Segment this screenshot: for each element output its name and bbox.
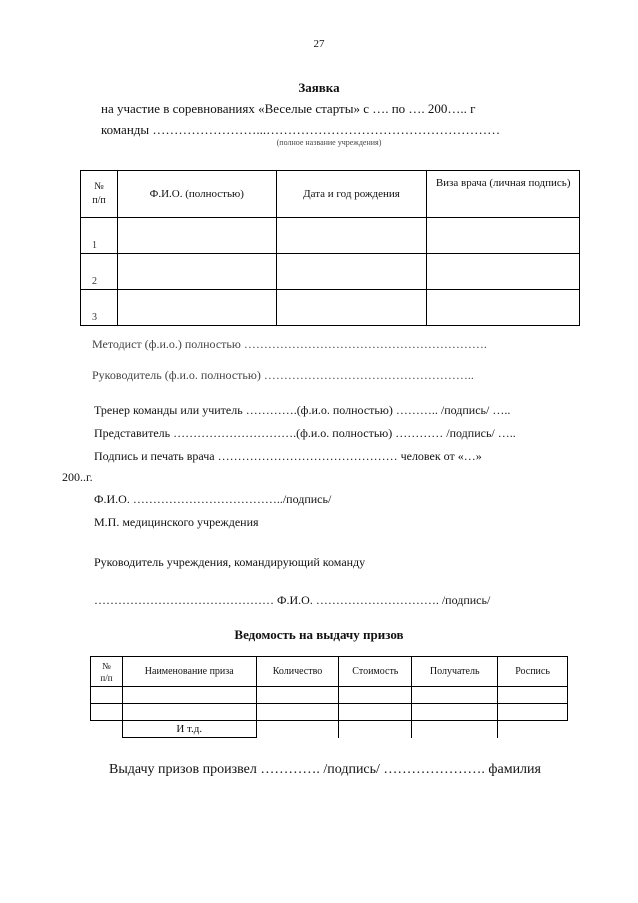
document-title: Заявка <box>298 80 340 95</box>
stamp-line: М.П. медицинского учреждения <box>94 515 259 529</box>
visa-cell <box>427 254 580 290</box>
visa-cell <box>427 218 580 254</box>
doctor-signature-line: Подпись и печать врача ……………………………………… человек от «…» <box>94 449 482 463</box>
final-signature-line: ……………………………………… Ф.И.О. …………………………. /подпись/ <box>94 593 491 607</box>
representative-line: Представитель ………………………….(ф.и.о. полностью) ………… /подпись/ ….. <box>94 426 516 440</box>
cell <box>412 687 498 704</box>
prize-column-name: Наименование приза <box>122 657 256 687</box>
table-row <box>91 687 568 704</box>
row-number: 3 <box>81 290 118 326</box>
name-cell <box>117 254 276 290</box>
table-row <box>81 218 580 254</box>
prize-sheet-title: Ведомость на выдачу призов <box>234 627 404 642</box>
header-caption: (полное название учреждения) <box>276 138 382 147</box>
column-doctor-visa: Виза врача (личная подпись) <box>427 171 580 218</box>
coach-line: Тренер команды или учитель ………….(ф.и.о. полностью) ……….. /подпись/ ….. <box>94 403 511 417</box>
prize-column-recipient: Получатель <box>412 657 498 687</box>
page-number: 27 <box>313 38 325 50</box>
cell <box>339 704 412 721</box>
birth-date-cell <box>276 290 427 326</box>
cell <box>122 704 256 721</box>
leader-line: Руководитель (ф.и.о. полностью) …………………………………………….. <box>92 368 474 382</box>
year-line: 200..г. <box>62 470 93 484</box>
birth-date-cell <box>276 254 427 290</box>
table-row <box>81 290 580 326</box>
name-cell <box>117 218 276 254</box>
column-number <box>81 171 118 218</box>
column-full-name: Ф.И.О. (полностью) <box>117 171 276 218</box>
row-number: 2 <box>81 254 118 290</box>
methodist-line: Методист (ф.и.о.) полностью ……………………………………………………. <box>92 337 487 351</box>
prize-table <box>90 656 568 738</box>
prize-column-signature: Роспись <box>498 657 568 687</box>
birth-date-cell <box>276 218 427 254</box>
cell <box>122 687 256 704</box>
cell <box>256 721 339 738</box>
cell <box>498 687 568 704</box>
prize-column-number-symbol: № <box>102 660 111 671</box>
cell <box>339 687 412 704</box>
institution-head-line: Руководитель учреждения, командирующий команду <box>94 555 366 569</box>
prize-column-cost: Стоимость <box>339 657 412 687</box>
cell <box>91 687 123 704</box>
name-cell <box>117 290 276 326</box>
cell <box>498 721 568 738</box>
cell <box>256 687 339 704</box>
prize-table-header <box>91 657 568 687</box>
cell <box>91 721 123 738</box>
cell <box>256 704 339 721</box>
column-number-symbol: № <box>94 181 104 192</box>
row-number: 1 <box>81 218 118 254</box>
cell <box>498 704 568 721</box>
column-birth-date: Дата и год рождения <box>276 171 427 218</box>
etc-cell: И т.д. <box>122 721 256 738</box>
table-row <box>81 254 580 290</box>
table-row <box>91 704 568 721</box>
application-table-header <box>81 171 580 218</box>
cell <box>339 721 412 738</box>
cell <box>412 721 498 738</box>
cell <box>412 704 498 721</box>
cell <box>91 704 123 721</box>
header-line-team: команды ……………………...……………………………………………… <box>101 122 501 137</box>
column-number-sub: п/п <box>92 195 106 206</box>
prizes-issued-line: Выдачу призов произвел …………. /подпись/ …………………. фамилия <box>109 762 541 777</box>
header-line-competition: на участие в соревнованиях «Веселые старты» с …. по …. 200….. г <box>101 101 476 116</box>
fio-signature-line: Ф.И.О. ………………………………../подпись/ <box>94 492 332 506</box>
application-table <box>80 170 580 326</box>
visa-cell <box>427 290 580 326</box>
prize-column-quantity: Количество <box>256 657 339 687</box>
table-row <box>91 721 568 738</box>
prize-column-number-sub: п/п <box>100 672 113 683</box>
prize-column-number <box>91 657 123 687</box>
